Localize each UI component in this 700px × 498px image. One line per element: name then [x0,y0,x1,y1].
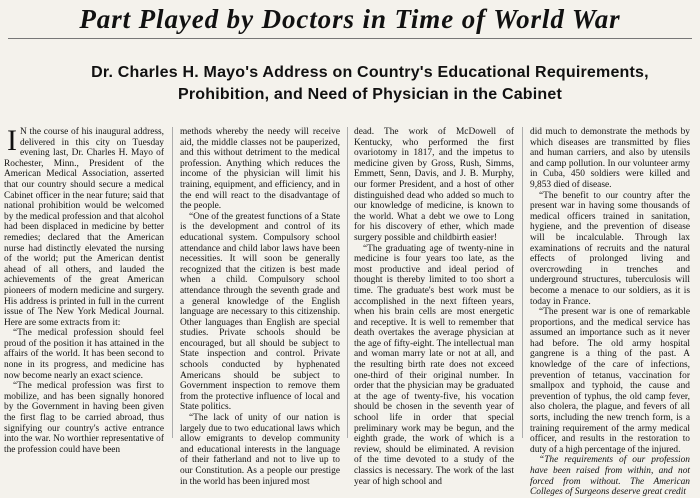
headline-rule [8,38,692,39]
lead-text: N the course of his inaugural address, delivered in this city on Tuesday evening last, Dr. Charles H. Mayo of Rochester, Minn., President of the American Medical Association, asserted that our country should secure a medical Cabinet officer in the near future; said that national prohibition would be welcomed by the medical profession and that alcohol had been displaced in medicine by better remedies; declared that the American nurse had distinctly elevated the nursing of the world; put the American dentist ahead of all others, and lauded the achievements of the great American pioneers of modern medicine and surgery. His address is printed in full in the current issue of The New York Medical Journal. Here are some extracts from it: [4,127,164,328]
paragraph: “One of the greatest functions of a State is the development and control of its educational system. Compulsory school attendance and child labor laws have been necessities. It will soon be generally recognized that the citizen is best made when a child. Compulsory school attendance through the seventh grade and a general knowledge of the English language are necessary to this citizenship. Other languages than English are special studies. Private schools should be encouraged, but all should be subject to State inspection and control. Private schools conducted by hyphenated Americans should be subject to Government inspection to remove them from the protective influence of local and State politics. [180,211,340,413]
article-subheadline: Dr. Charles H. Mayo's Address on Country's Educational Requirements, Prohibition, and Need of Physician in the Cabinet [91,64,649,103]
paragraph: dead. The work of McDowell of Kentucky, who performed the first ovariotomy in 1817, and the impetus to medicine given by Gross, Rush, Simms, Emmett, Senn, Davis, and J. B. Murphy, our former President, and a host of other distinguished dead who added so much to our knowledge of medicine, is known to the world. What a debt we owe to Long for his discovery of ether, which made surgery possible and childbirth easier! [354,127,514,243]
article-column-3 [354,127,514,487]
article-headline: Part Played by Doctors in Time of World War [79,4,621,34]
column-rule [522,127,523,438]
column-rule [347,127,348,438]
paragraph: “The medical profession should feel proud of the position it has attained in the affairs of the world. It has been second to none in its progress, and medicine has now become nearly an exact science. [4,328,164,381]
paragraph: “The present war is one of remarkable proportions, and the medical service has assumed an importance such as it never had before. The old army hospital gangrene is a thing of the past. A knowledge of the care of infections, prevention of tetanus, vaccination for smallpox and typhoid, the cause and prevention of typhus, the old camp fever, also cholera, the plague, and fevers of all sorts, including the new trench form, is a training requirement of the army medical officer, and results in the restoration to duty of a high percentage of the injured. [530,307,690,455]
article-column-1 [4,124,164,455]
lead-paragraph [4,124,164,328]
paragraph: methods whereby the needy will receive aid, the middle classes not be pauperized, and this without detriment to the medical profession. Anything which reduces the income of the physician will limit his training, equipment, and efficiency, and in the end will react to the disadvantage of the people. [180,127,340,212]
article-column-4 [530,127,690,498]
paragraph: “The requirements of our profession have been raised from within, and not forced from without. The American Colleges of Surgeons deserve great credit [530,455,690,498]
paragraph: “The benefit to our country after the present war in having some thousands of medical officers trained in sanitation, hygiene, and the prevention of disease will be incalculable. Through lax examinations of recruits and the natural effects of prolonged living and overcrowding in trenches and underground structures, tuberculosis will become a menace to our soldiers, as it is today in France. [530,190,690,307]
drop-cap: I [7,124,17,157]
paragraph: did much to demonstrate the methods by which diseases are transmitted by flies and human carriers, and also by utensils and camp pollution. In our volunteer army in Cuba, 450 soldiers were killed and 9,853 died of disease. [530,127,690,190]
article-column-2 [180,127,340,487]
paragraph: “The medical profession was first to mobilize, and has been signally honored by the Government in having been given the first flag to be carried abroad, thus signifying our country's active entrance into the war. No worthier representative of the profession could have been [4,381,164,455]
column-rule [172,127,173,438]
paragraph: “The graduating age of twenty-nine in medicine is four years too late, as the most productive and ideal period of thought is thereby limited to too short a time. The graduate's best work must be accomplished in the next fifteen years, when his brain cells are most energetic and receptive. It is well to remember that death overtakes the average physician at the age of fifty-eight. The intellectual man and woman marry late or not at all, and the resulting birth rate does not exceed one-third of their original number. In order that the physician may be graduated at the age of twenty-five, his vocation should be chosen in the seventh year of school life in order that special preliminary work may be begun, and the eighth grade, the work of which is a review, should be eliminated. A revision of the time devoted to a study of the classics is necessary. The work of the last year of high school and [354,243,514,487]
paragraph: “The lack of unity of our nation is largely due to two educational laws which allow emigrants to develop community and educational interests in the language of their fatherland and not to live up to our Constitution. As a people our prestige in the world has been injured most [180,413,340,487]
